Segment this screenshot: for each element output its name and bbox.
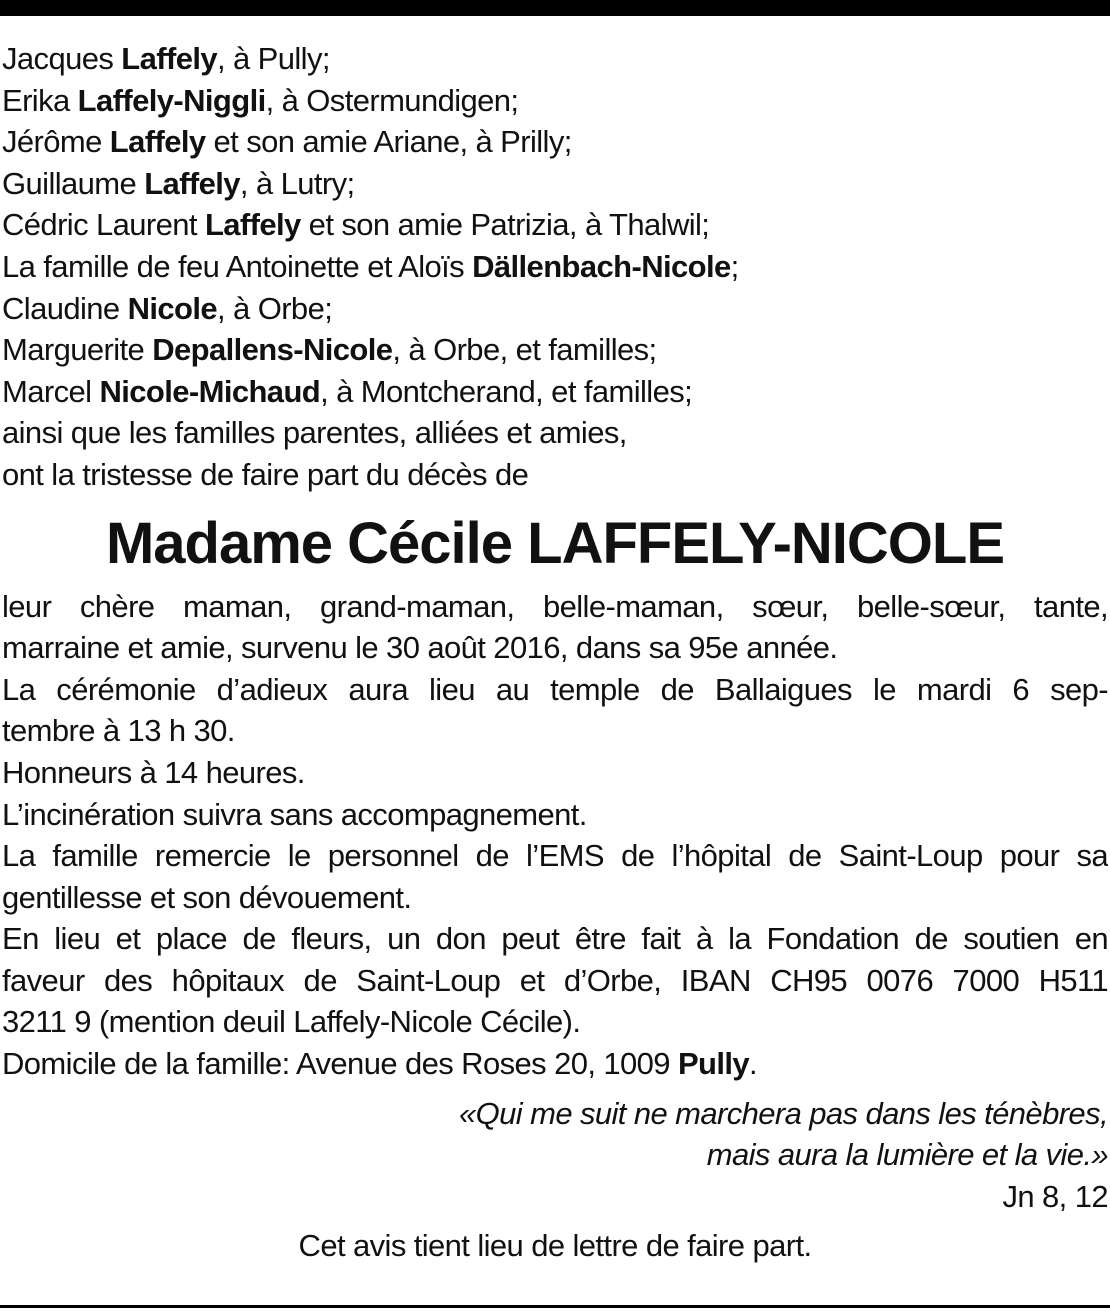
family-member-text: Marguerite	[2, 332, 153, 368]
family-member-text: , à Lutry;	[239, 165, 355, 201]
family-member-text: Claudine	[2, 290, 128, 326]
quote-line-1: «Qui me suit ne marchera pas dans les ténèbres,	[459, 1095, 1108, 1131]
family-list	[2, 38, 1108, 412]
family-domicile	[2, 1043, 1108, 1085]
family-member-text: Guillaume	[2, 165, 145, 201]
domicile-prefix: Domicile de la famille: Avenue des Roses 20, 1009	[2, 1046, 678, 1082]
family-member-surname: Laffely	[144, 165, 240, 201]
domicile-city: Pully	[677, 1046, 750, 1082]
family-member-line	[2, 38, 1108, 80]
bible-quote	[2, 1093, 1108, 1176]
body-line: La cérémonie d’adieux aura lieu au temple de Ballaigues le mardi 6 sep-	[2, 671, 1108, 707]
body-line: Honneurs à 14 heures.	[2, 754, 305, 790]
family-member-text: , à Orbe, et familles;	[392, 332, 657, 368]
family-member-text: Jérôme	[2, 124, 110, 160]
family-member-text: et son amie Patrizia, à Thalwil;	[300, 207, 710, 243]
family-member-surname: Laffely-Niggli	[77, 82, 266, 118]
family-member-text: Jacques	[2, 41, 122, 76]
body-line: gentillesse et son dévouement.	[2, 879, 412, 915]
family-member-text: ;	[730, 248, 739, 284]
family-member-surname: Dällenbach-Nicole	[472, 248, 731, 284]
family-member-surname: Laffely	[204, 207, 301, 243]
family-member-text: et son amie Ariane, à Prilly;	[205, 124, 572, 160]
body-line: faveur des hôpitaux de Saint-Loup et d’Orbe, IBAN CH95 0076 7000 H511	[2, 962, 1108, 998]
family-member-line	[2, 329, 1108, 371]
family-member-surname: Depallens-Nicole	[152, 332, 393, 368]
quote-reference: Jn 8, 12	[1002, 1178, 1108, 1214]
family-member-text: , à Montcherand, et familles;	[320, 373, 693, 409]
family-member-text: , à Pully;	[217, 41, 330, 76]
top-rule	[0, 0, 1110, 16]
family-member-line	[2, 371, 1108, 413]
body-line: marraine et amie, survenu le 30 août 2016, dans sa 95e année.	[2, 630, 838, 666]
body-line: En lieu et place de fleurs, un don peut être fait à la Fondation de soutien en	[2, 921, 1108, 957]
body-line: leur chère maman, grand-maman, belle-maman, sœur, belle-sœur, tante,	[2, 588, 1108, 624]
body-line: tembre à 13 h 30.	[2, 713, 235, 749]
intro-line-2: ont la tristesse de faire part du décès de	[2, 456, 529, 492]
domicile-suffix: .	[749, 1046, 758, 1082]
family-member-text: Erika	[2, 82, 78, 118]
bottom-rule	[0, 1305, 1110, 1308]
family-member-line	[2, 246, 1108, 288]
body-line: 3211 9 (mention deuil Laffely-Nicole Cécile).	[2, 1004, 581, 1040]
quote-line-2: mais aura la lumière et la vie.»	[706, 1137, 1108, 1173]
family-member-line	[2, 163, 1108, 205]
family-member-line	[2, 204, 1108, 246]
family-member-text: , à Orbe;	[217, 290, 333, 326]
intro-line-1: ainsi que les familles parentes, alliées et amies,	[2, 415, 627, 451]
family-member-surname: Laffely	[109, 124, 206, 160]
family-member-line	[2, 80, 1108, 122]
family-member-surname: Laffely	[121, 41, 217, 76]
deceased-name: Madame Cécile LAFFELY-NICOLE	[105, 510, 1005, 576]
closing-note: Cet avis tient lieu de lettre de faire part.	[298, 1228, 812, 1264]
obituary-notice	[2, 38, 1108, 1267]
family-member-text: La famille de feu Antoinette et Aloïs	[2, 248, 473, 284]
family-member-text: , à Ostermundigen;	[265, 82, 519, 118]
notice-body	[2, 586, 1108, 1044]
family-member-text: Marcel	[2, 373, 100, 409]
family-member-text: Cédric Laurent	[2, 207, 205, 243]
family-member-surname: Nicole	[127, 290, 218, 326]
body-line: L’incinération suivra sans accompagnement.	[2, 796, 587, 832]
family-member-line	[2, 121, 1108, 163]
body-line: La famille remercie le personnel de l’EMS de l’hôpital de Saint-Loup pour sa	[2, 838, 1108, 874]
family-member-surname: Nicole-Michaud	[99, 373, 321, 409]
family-member-line	[2, 288, 1108, 330]
